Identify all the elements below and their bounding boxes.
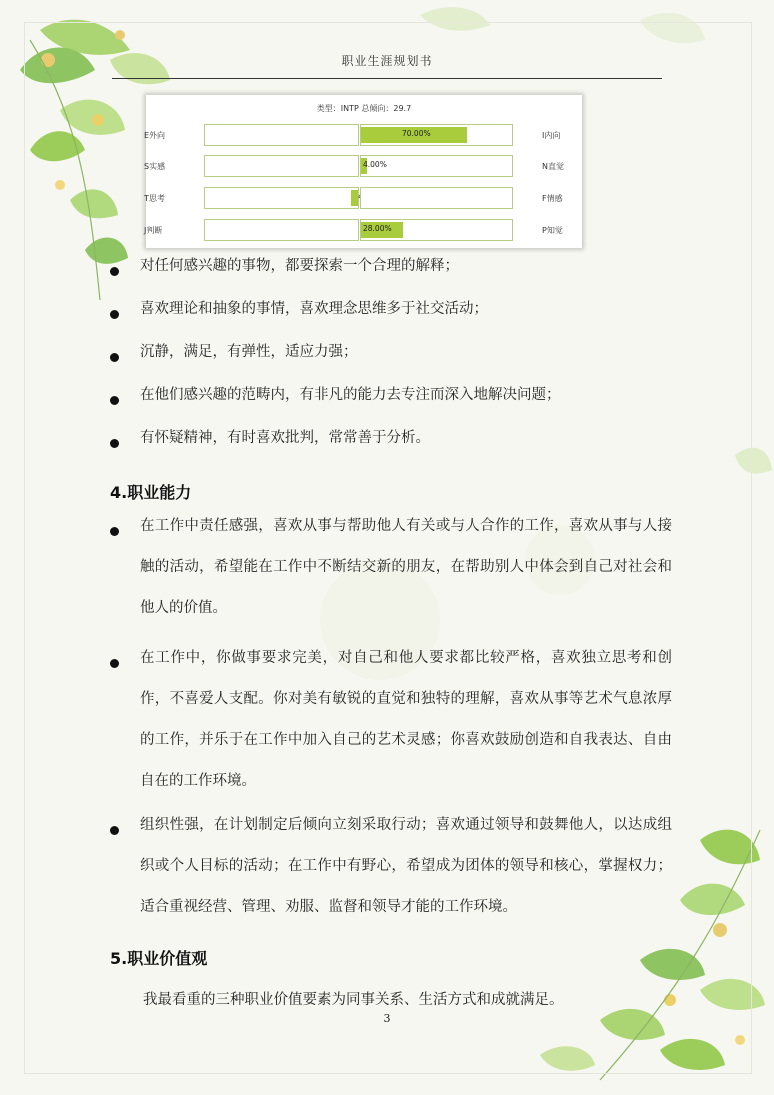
bullet-icon: [110, 267, 119, 276]
chart-row: [146, 219, 582, 241]
right-pole-label: N直觉: [542, 162, 564, 171]
left-pole-label: T思考: [144, 194, 165, 203]
header-rule: [112, 78, 662, 79]
left-pole-label: J判断: [144, 226, 163, 235]
trait-text: 喜欢理论和抽象的事情，喜欢理念思维多于社交活动；: [140, 301, 488, 317]
bullet-icon: [110, 659, 119, 668]
right-bar-track: [360, 124, 513, 146]
ability-text: 在工作中，你做事要求完美，对自己和他人要求都比较严格，喜欢独立思考和创作，不喜爱人支配。你对美有敏锐的直觉和独特的理解，喜欢从事等艺术气息浓厚的工作，并乐于在工作中加入自己的艺术灵感；你喜欢鼓励创造和自我表达、自由自在的工作环境。: [140, 650, 672, 789]
values-paragraph: 我最看重的三种职业价值要素为同事关系、生活方式和成就满足。: [143, 992, 564, 1008]
trait-text: 在他们感兴趣的范畴内，有非凡的能力去专注而深入地解决问题；: [140, 387, 561, 403]
left-bar-track: [204, 155, 359, 177]
right-pole-label: P知觉: [542, 226, 563, 235]
bullet-icon: [110, 353, 119, 362]
page-number: 3: [383, 1012, 391, 1025]
trait-text: 沉静，满足，有弹性，适应力强；: [140, 344, 358, 360]
bullet-icon: [110, 826, 119, 835]
chart-row: [146, 155, 582, 177]
bullet-icon: [110, 310, 119, 319]
left-pole-label: E外向: [144, 131, 166, 140]
section-heading: 4.职业能力: [110, 483, 192, 502]
left-bar-track: [204, 124, 359, 146]
ability-text: 组织性强，在计划制定后倾向立刻采取行动；喜欢通过领导和鼓舞他人，以达成组织或个人目标的活动；在工作中有野心，希望成为团体的领导和核心，掌握权力；适合重视经营、管理、劝服、监督和领导才能的工作环境。: [140, 817, 672, 915]
mbti-chart: [146, 95, 582, 248]
left-pole-label: S实感: [144, 162, 166, 171]
right-bar-track: [360, 187, 513, 209]
bullet-icon: [110, 439, 119, 448]
right-pole-label: F情感: [542, 194, 563, 203]
trait-text: 对任何感兴趣的事物，都要探索一个合理的解释；: [140, 258, 459, 274]
bullet-icon: [110, 527, 119, 536]
left-bar-track: [204, 219, 359, 241]
right-bar-track: [360, 155, 513, 177]
chart-row: [146, 124, 582, 146]
chart-row: [146, 187, 582, 209]
percent-label: 70.00%: [402, 129, 431, 138]
bullet-icon: [110, 396, 119, 405]
right-bar-track: [360, 219, 513, 241]
chart-title: 类型：INTP 总倾向：29.7: [316, 104, 412, 113]
section-heading: 5.职业价值观: [110, 949, 208, 968]
header-title: 职业生涯规划书: [341, 54, 433, 68]
right-pole-label: I内向: [542, 131, 561, 140]
ability-text: 在工作中责任感强，喜欢从事与帮助他人有关或与人合作的工作，喜欢从事与人接触的活动，希望能在工作中不断结交新的朋友，在帮助别人中体会到自己对社会和他人的价值。: [140, 518, 672, 616]
percent-label: 28.00%: [363, 224, 392, 233]
bar-fill: [351, 190, 358, 206]
left-bar-track: [204, 187, 359, 209]
percent-label: 4.00%: [363, 160, 387, 169]
trait-text: 有怀疑精神，有时喜欢批判，常常善于分析。: [140, 430, 430, 446]
